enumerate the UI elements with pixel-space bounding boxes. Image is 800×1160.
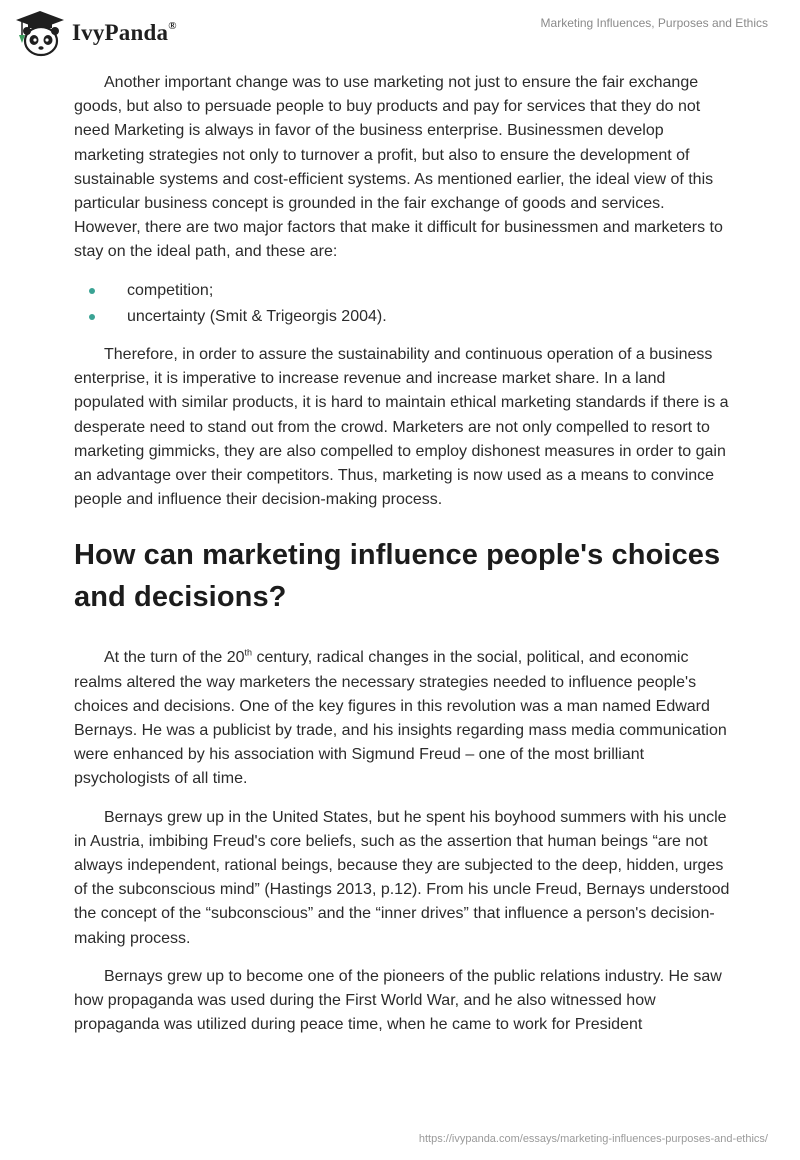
brand-name: IvyPanda® [72,20,177,45]
list-item: competition; [74,279,734,303]
panda-graduate-icon [14,9,66,57]
paragraph: At the turn of the 20th century, radical changes in the social, political, and economic realms altered the way marketers the necessary strategies needed to influence people's choices and decisions. One of the key figures in this revolution was a man named Edward Bernays. He was a publicist by trade, and his insights regarding mass media communication were enhanced by his association with Sigmund Freud – one of the most brilliant psychologists of all time. [74,648,727,788]
paragraph: Bernays grew up in the United States, but he spent his boyhood summers with his uncle in Austria, imbibing Freud's core beliefs, such as the assertion that human beings “are not always independent, rational beings, because they are subjected to the deep, hidden, urges of the subconscious mind” (Hastings 2013, p.12). From his uncle Freud, Bernays understood the concept of the “subconscious” and the “inner drives” that influence a person's decision-making process. [74,808,730,947]
essay-content [74,71,734,1052]
section-heading: How can marketing influence people's choices and decisions? [74,539,721,614]
document-title: Marketing Influences, Purposes and Ethics [540,16,768,30]
ivypanda-logo[interactable] [14,9,177,57]
list-item: uncertainty (Smit & Trigeorgis 2004). [74,305,734,329]
page-header [0,0,800,70]
bullet-dot-icon [89,314,95,320]
paragraph: Therefore, in order to assure the sustainability and continuous operation of a business enterprise, it is imperative to increase revenue and increase market share. In a land populated with similar products, it is hard to maintain ethical marketing standards if there is a desperate need to stand out from the crowd. Marketers are not only compelled to resort to marketing gimmicks, they are also compelled to employ dishonest measures in order to gain an advantage over their competitors. Thus, marketing is now used as a means to convince people and influence their decision-making process. [74,346,729,509]
source-url[interactable]: https://ivypanda.com/essays/marketing-influences-purposes-and-ethics/ [418,1133,768,1145]
bullet-dot-icon [89,288,95,294]
paragraph: Bernays grew up to become one of the pioneers of the public relations industry. He saw how propaganda was used during the First World War, and he also witnessed how propaganda was utilized during peace time, when he came to work for President [74,967,722,1034]
bullet-list [74,279,734,329]
paragraph: Another important change was to use marketing not just to ensure the fair exchange goods, but also to persuade people to buy products and pay for services that they do not need Marketing is always in favor of the business enterprise. Businessmen develop marketing strategies not only to turnover a profit, but also to ensure the development of sustainable systems and cost-efficient systems. As mentioned earlier, the ideal view of this particular business concept is grounded in the fair exchange of goods and services. However, there are two major factors that make it difficult for businessmen and marketers to stay on the ideal path, and these are: [74,74,723,261]
